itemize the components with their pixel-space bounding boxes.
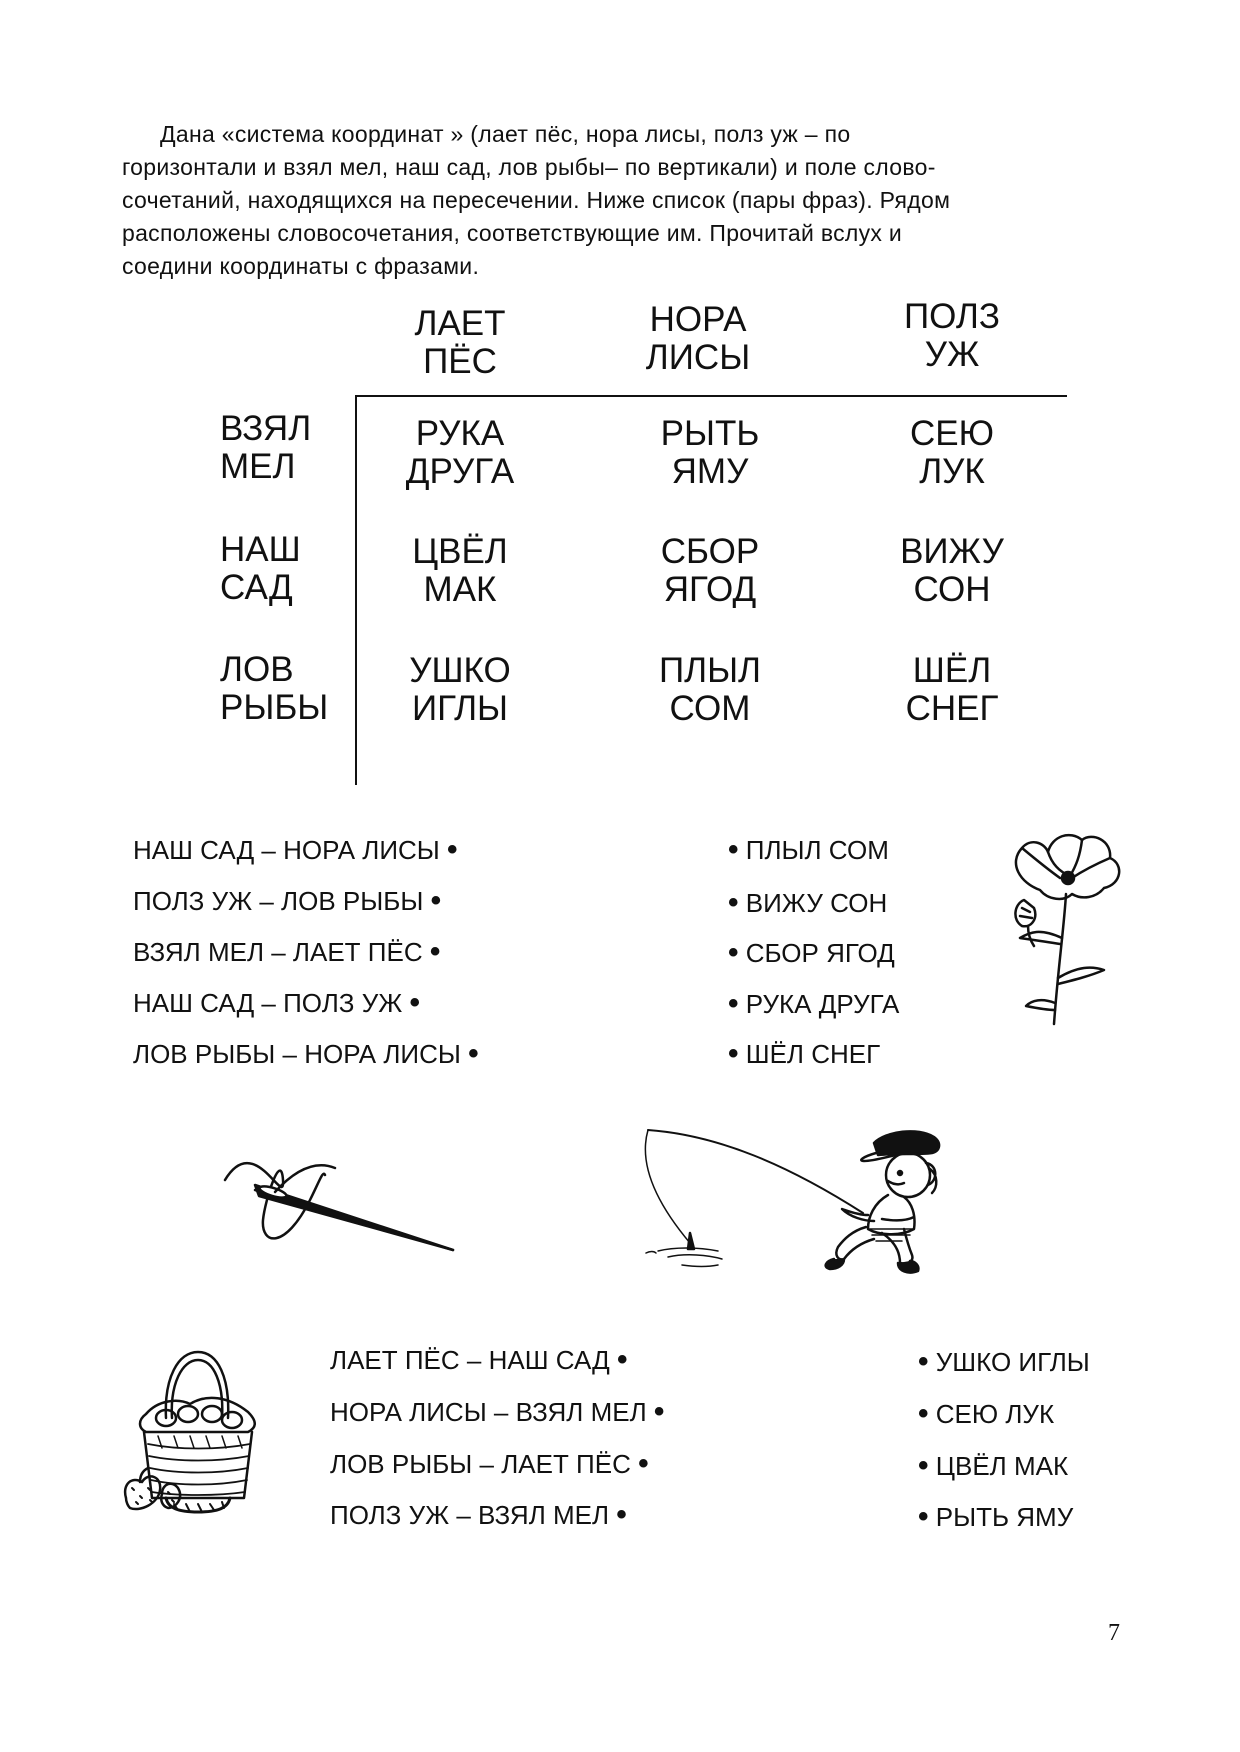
connection-dot[interactable]: • (918, 1500, 929, 1533)
connection-dot[interactable]: • (447, 833, 458, 866)
needle-thread-icon (215, 1140, 465, 1260)
intro-line: расположены словосочетания, соответствующие им. Прочитай вслух и (122, 220, 903, 246)
grid-cell: УШКО ИГЛЫ (409, 651, 511, 728)
connection-dot[interactable]: • (409, 986, 420, 1019)
intro-line: сочетаний, находящихся на пересечении. Ниже список (пары фраз). Рядом (122, 187, 951, 213)
answer-item[interactable]: • ПЛЫЛ СОМ (728, 833, 889, 866)
connection-dot[interactable]: • (430, 884, 442, 917)
connection-dot[interactable]: • (728, 1037, 739, 1070)
connection-dot[interactable]: • (728, 886, 739, 919)
grid-cell: ВИЖУ СОН (900, 532, 1004, 609)
connection-dot[interactable]: • (468, 1037, 479, 1070)
connection-dot[interactable]: • (918, 1345, 929, 1378)
grid-cell: РУКА ДРУГА (405, 414, 515, 491)
connection-dot[interactable]: • (638, 1447, 649, 1480)
grid-cell: РЫТЬ ЯМУ (660, 414, 760, 491)
answer-item[interactable]: • СБОР ЯГОД (728, 936, 895, 969)
connection-dot[interactable]: • (918, 1449, 929, 1482)
grid-cell: ШЁЛ СНЕГ (905, 651, 999, 728)
grid-row-header: НАШ САД (220, 530, 301, 607)
connection-dot[interactable]: • (728, 987, 739, 1020)
matching-item[interactable]: НАШ САД – ПОЛЗ УЖ • (133, 986, 420, 1019)
connection-dot[interactable]: • (429, 935, 441, 968)
intro-line: соедини координаты с фразами. (122, 253, 480, 279)
grid-cell: СЕЮ ЛУК (910, 414, 994, 491)
berry-basket-icon (118, 1348, 278, 1518)
grid-cell: ПЛЫЛ СОМ (658, 651, 762, 728)
grid-column-header: ПОЛЗ УЖ (903, 297, 1001, 374)
grid-column-header: ЛАЕТ ПЁС (414, 304, 506, 381)
matching-item[interactable]: ПОЛЗ УЖ – ЛОВ РЫБЫ • (133, 884, 442, 917)
answer-item[interactable]: • ВИЖУ СОН (728, 886, 888, 919)
answer-item[interactable]: • УШКО ИГЛЫ (918, 1345, 1090, 1378)
grid-row-header: ВЗЯЛ МЕЛ (220, 409, 312, 486)
connection-dot[interactable]: • (616, 1498, 627, 1531)
grid-cell: СБОР ЯГОД (660, 532, 760, 609)
poppy-flower-icon (1000, 828, 1130, 1028)
matching-item[interactable]: ПОЛЗ УЖ – ВЗЯЛ МЕЛ • (330, 1498, 627, 1531)
matching-item[interactable]: НОРА ЛИСЫ – ВЗЯЛ МЕЛ • (330, 1395, 665, 1428)
matching-item[interactable]: ЛАЕТ ПЁС – НАШ САД • (330, 1343, 628, 1376)
connection-dot[interactable]: • (728, 833, 739, 866)
answer-item[interactable]: • ШЁЛ СНЕГ (728, 1037, 881, 1070)
grid-horizontal-axis (355, 395, 1067, 397)
matching-item[interactable]: ЛОВ РЫБЫ – ЛАЕТ ПЁС • (330, 1447, 649, 1480)
intro-paragraph (122, 118, 1132, 283)
grid-column-header: НОРА ЛИСЫ (645, 300, 751, 377)
answer-item[interactable]: • РУКА ДРУГА (728, 987, 900, 1020)
connection-dot[interactable]: • (918, 1397, 929, 1430)
answer-item[interactable]: • ЦВЁЛ МАК (918, 1449, 1069, 1482)
fishing-boy-icon (638, 1125, 958, 1280)
intro-line: горизонтали и взял мел, наш сад, лов рыбы– по вертикали) и поле слово- (122, 154, 936, 180)
matching-item[interactable]: НАШ САД – НОРА ЛИСЫ • (133, 833, 458, 866)
connection-dot[interactable]: • (653, 1395, 665, 1428)
answer-item[interactable]: • СЕЮ ЛУК (918, 1397, 1055, 1430)
connection-dot[interactable]: • (617, 1343, 628, 1376)
connection-dot[interactable]: • (728, 936, 739, 969)
grid-cell: ЦВЁЛ МАК (412, 532, 508, 609)
answer-item[interactable]: • РЫТЬ ЯМУ (918, 1500, 1074, 1533)
grid-row-header: ЛОВ РЫБЫ (220, 650, 329, 727)
matching-item[interactable]: ЛОВ РЫБЫ – НОРА ЛИСЫ • (133, 1037, 479, 1070)
intro-line: Дана «система координат » (лает пёс, нора лисы, полз уж – по (160, 121, 851, 147)
matching-item[interactable]: ВЗЯЛ МЕЛ – ЛАЕТ ПЁС • (133, 935, 441, 968)
page-number: 7 (1108, 1620, 1120, 1646)
